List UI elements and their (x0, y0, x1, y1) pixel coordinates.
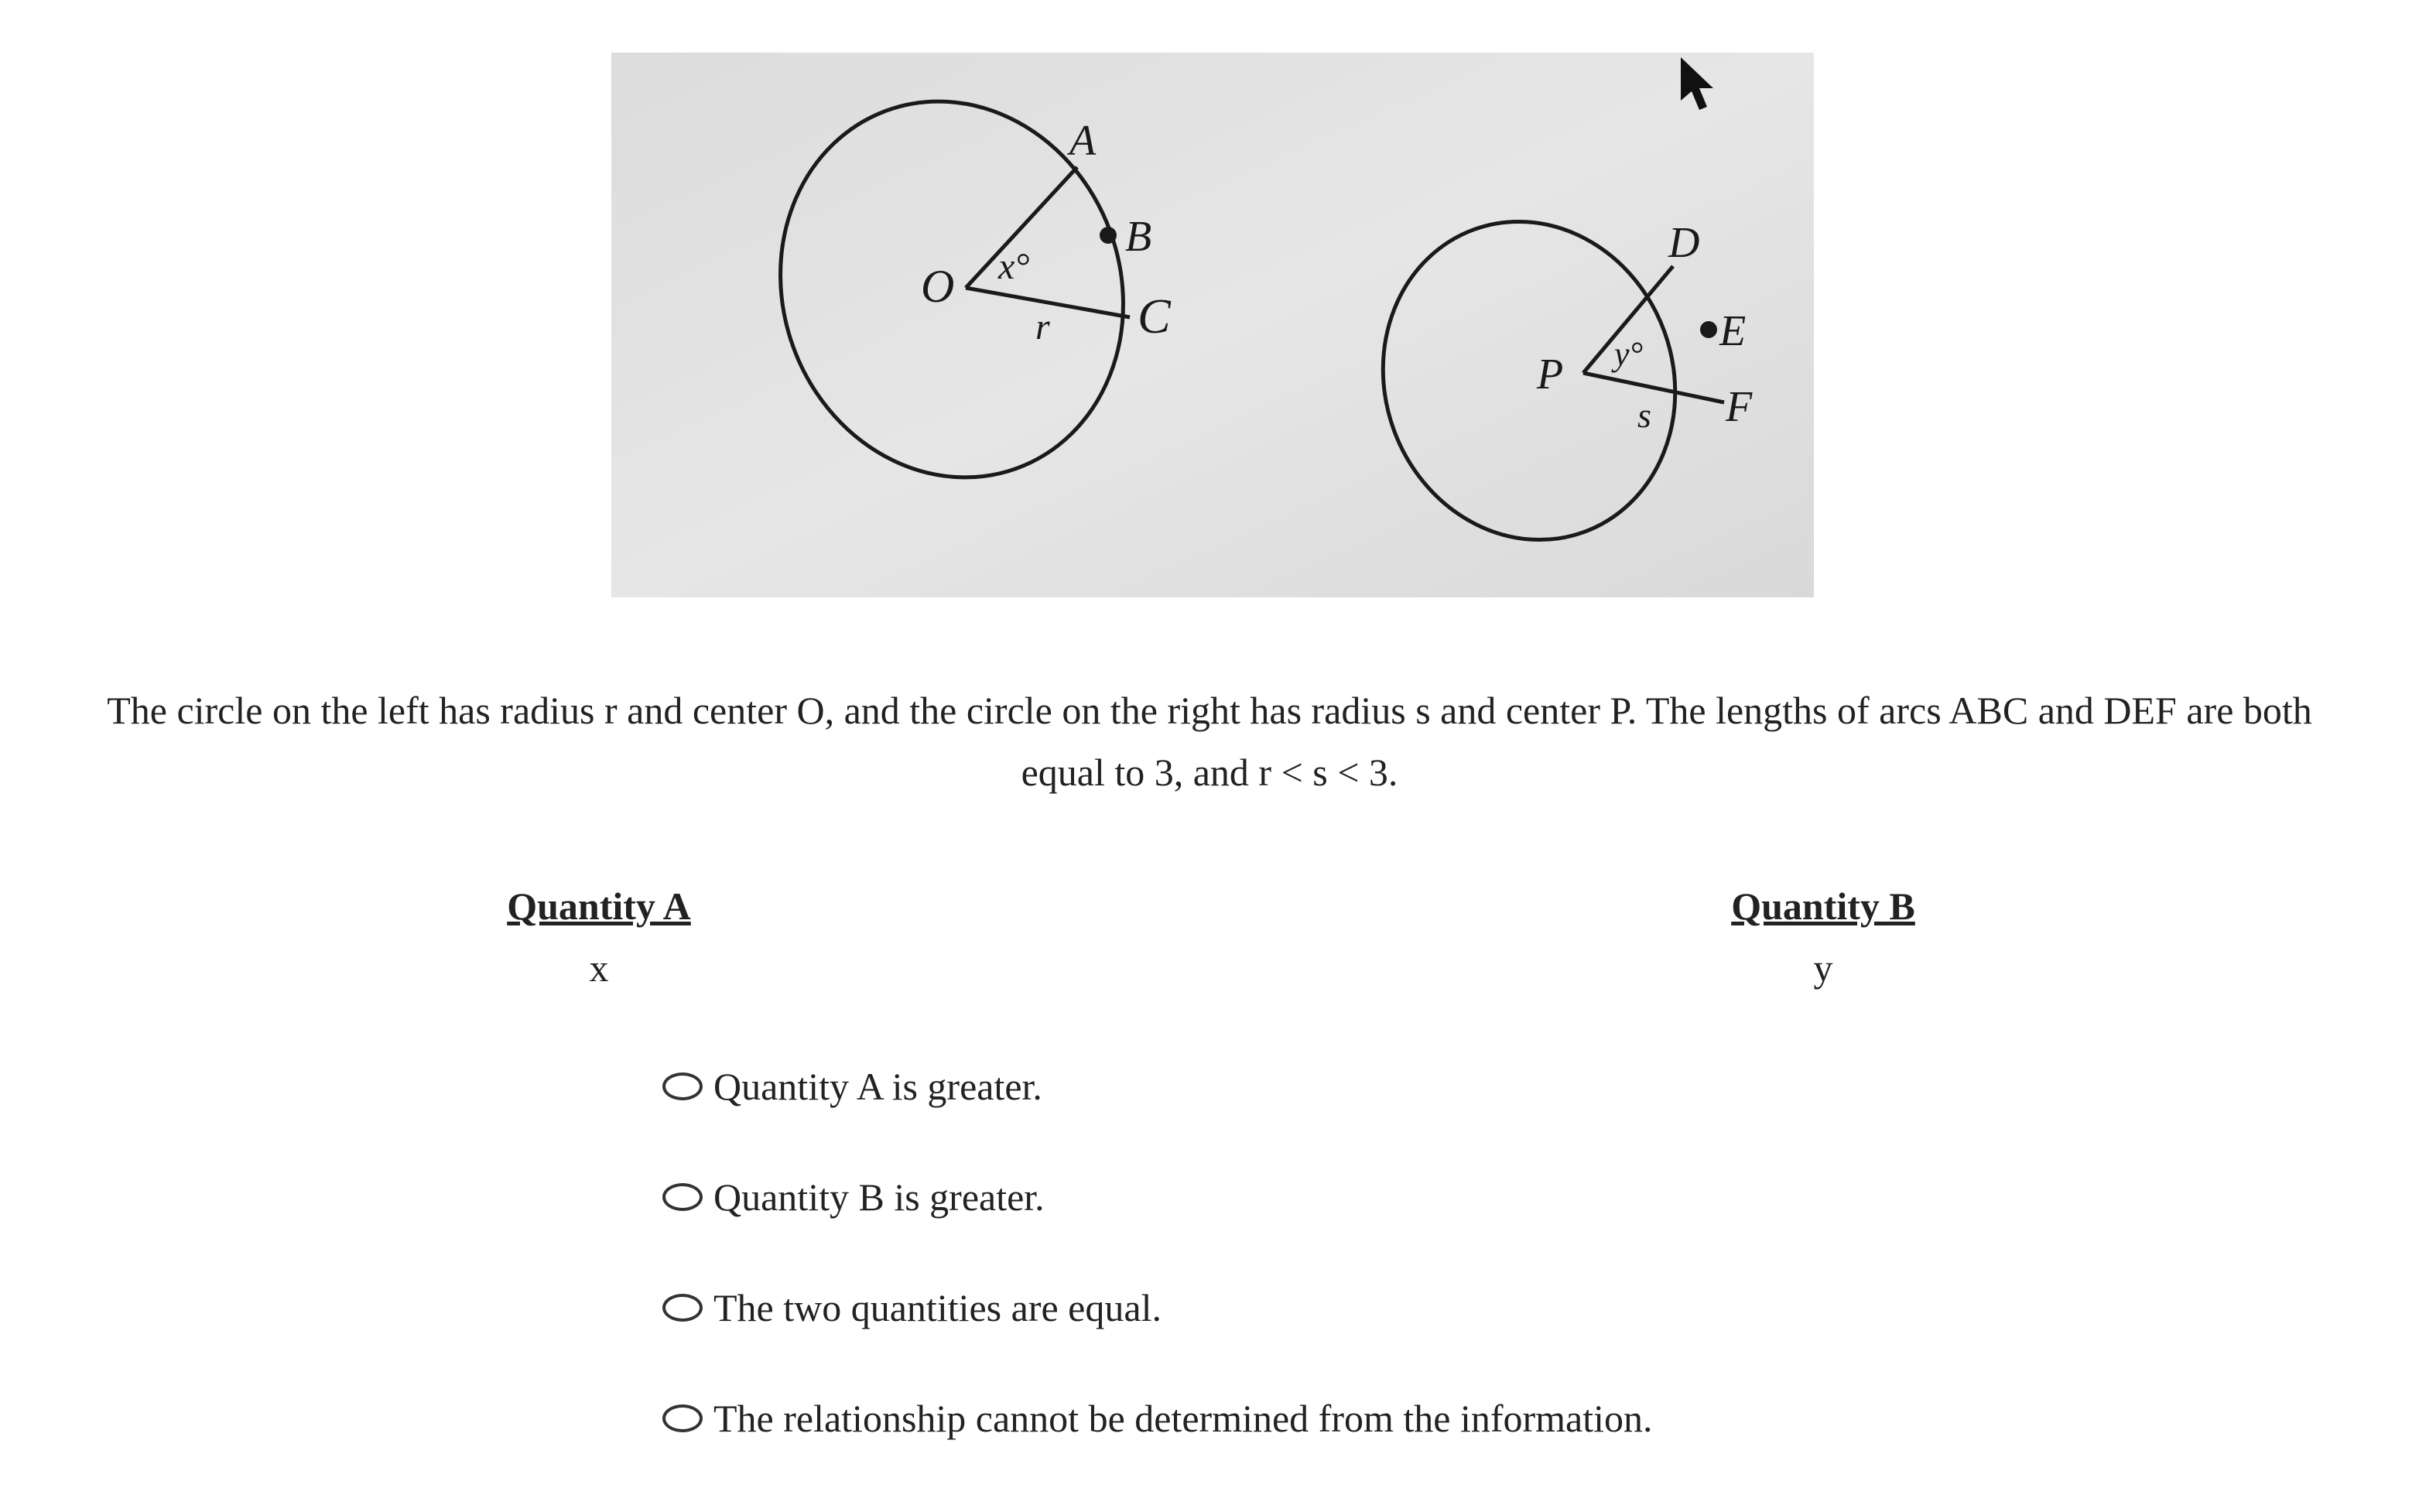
point-e-dot (1700, 321, 1717, 338)
label-f: F (1726, 383, 1753, 431)
label-e: E (1719, 307, 1747, 355)
circles-figure (611, 53, 1814, 597)
label-angle-x: x° (998, 246, 1030, 287)
label-r: r (1035, 306, 1050, 347)
quantity-b (1630, 879, 2017, 995)
figure-background (611, 53, 1814, 597)
label-s: s (1637, 395, 1651, 435)
choice-label: The two quantities are equal. (713, 1286, 1162, 1329)
radio-button-icon[interactable] (662, 1294, 703, 1322)
choice-cannot-determine[interactable] (662, 1391, 2133, 1446)
choice-label: The relationship cannot be determined from the information. (713, 1397, 1653, 1440)
quantity-a-heading: Quantity A (507, 884, 691, 928)
label-o: O (921, 261, 955, 312)
radio-button-icon[interactable] (662, 1183, 703, 1211)
label-p: P (1537, 351, 1564, 399)
choice-a-greater[interactable] (662, 1059, 2133, 1114)
choice-label: Quantity A is greater. (713, 1065, 1042, 1108)
label-a: A (1069, 117, 1097, 165)
label-b: B (1125, 213, 1152, 261)
circles-diagram (611, 53, 1814, 597)
quantity-b-heading: Quantity B (1731, 884, 1915, 928)
label-c: C (1138, 289, 1171, 344)
point-b-dot (1100, 227, 1117, 244)
quantity-a (405, 879, 792, 995)
radio-button-icon[interactable] (662, 1072, 703, 1100)
choice-b-greater[interactable] (662, 1169, 2133, 1225)
label-d: D (1668, 219, 1700, 267)
quantity-b-value: y (1813, 946, 1833, 990)
choice-equal[interactable] (662, 1280, 2133, 1336)
question-stem: The circle on the left has radius r and center O, and the circle on the right has radius s and center P. The lengths of arcs ABC and DEF are both equal to 3, and r < s < 3. (107, 689, 2312, 794)
answer-choices (662, 1059, 2133, 1501)
radio-button-icon[interactable] (662, 1404, 703, 1432)
label-angle-y: y° (1614, 335, 1644, 373)
choice-label: Quantity B is greater. (713, 1175, 1045, 1219)
quantity-a-value: x (589, 946, 609, 990)
